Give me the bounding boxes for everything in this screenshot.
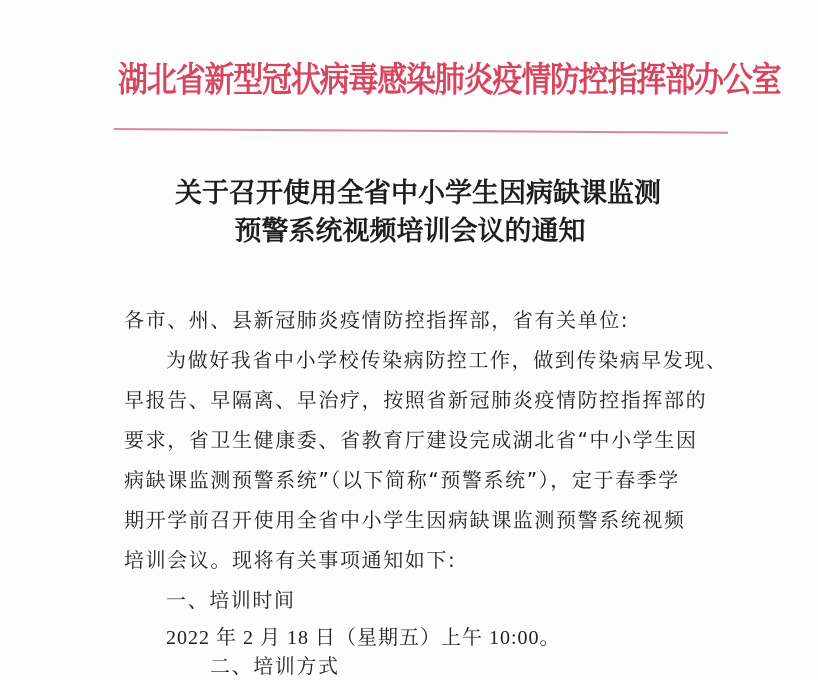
section-1-content: 2022 年 2 月 18 日（星期五）上午 10:00。 xyxy=(166,627,561,649)
paragraph-line: 要求，省卫生健康委、省教育厅建设完成湖北省“中小学生因 xyxy=(124,428,698,452)
document-title-line-1: 关于召开使用全省中小学生因病缺课监测 xyxy=(175,178,661,209)
document-title-line-2: 预警系统视频培训会议的通知 xyxy=(234,216,586,247)
paragraph-line: 培训会议。现将有关事项通知如下: xyxy=(124,548,457,572)
section-2-heading-partial: 二、培训方式 xyxy=(210,654,340,678)
red-header-rule xyxy=(114,128,728,134)
paragraph-line: 早报告、早隔离、早治疗，按照省新冠肺炎疫情防控指挥部的 xyxy=(124,388,708,412)
paragraph-line: 病缺课监测预警系统”（以下简称“预警系统”），定于春季学 xyxy=(124,468,680,492)
salutation: 各市、州、县新冠肺炎疫情防控指挥部，省有关单位: xyxy=(124,308,630,332)
section-1-heading: 一、培训时间 xyxy=(166,588,296,612)
paragraph-line: 期开学前召开使用全省中小学生因病缺课监测预警系统视频 xyxy=(124,508,686,532)
issuer-header: 湖北省新型冠状病毒感染肺炎疫情防控指挥部办公室 xyxy=(118,60,781,101)
paragraph-line: 为做好我省中小学校传染病防控工作，做到传染病早发现、 xyxy=(166,348,728,372)
